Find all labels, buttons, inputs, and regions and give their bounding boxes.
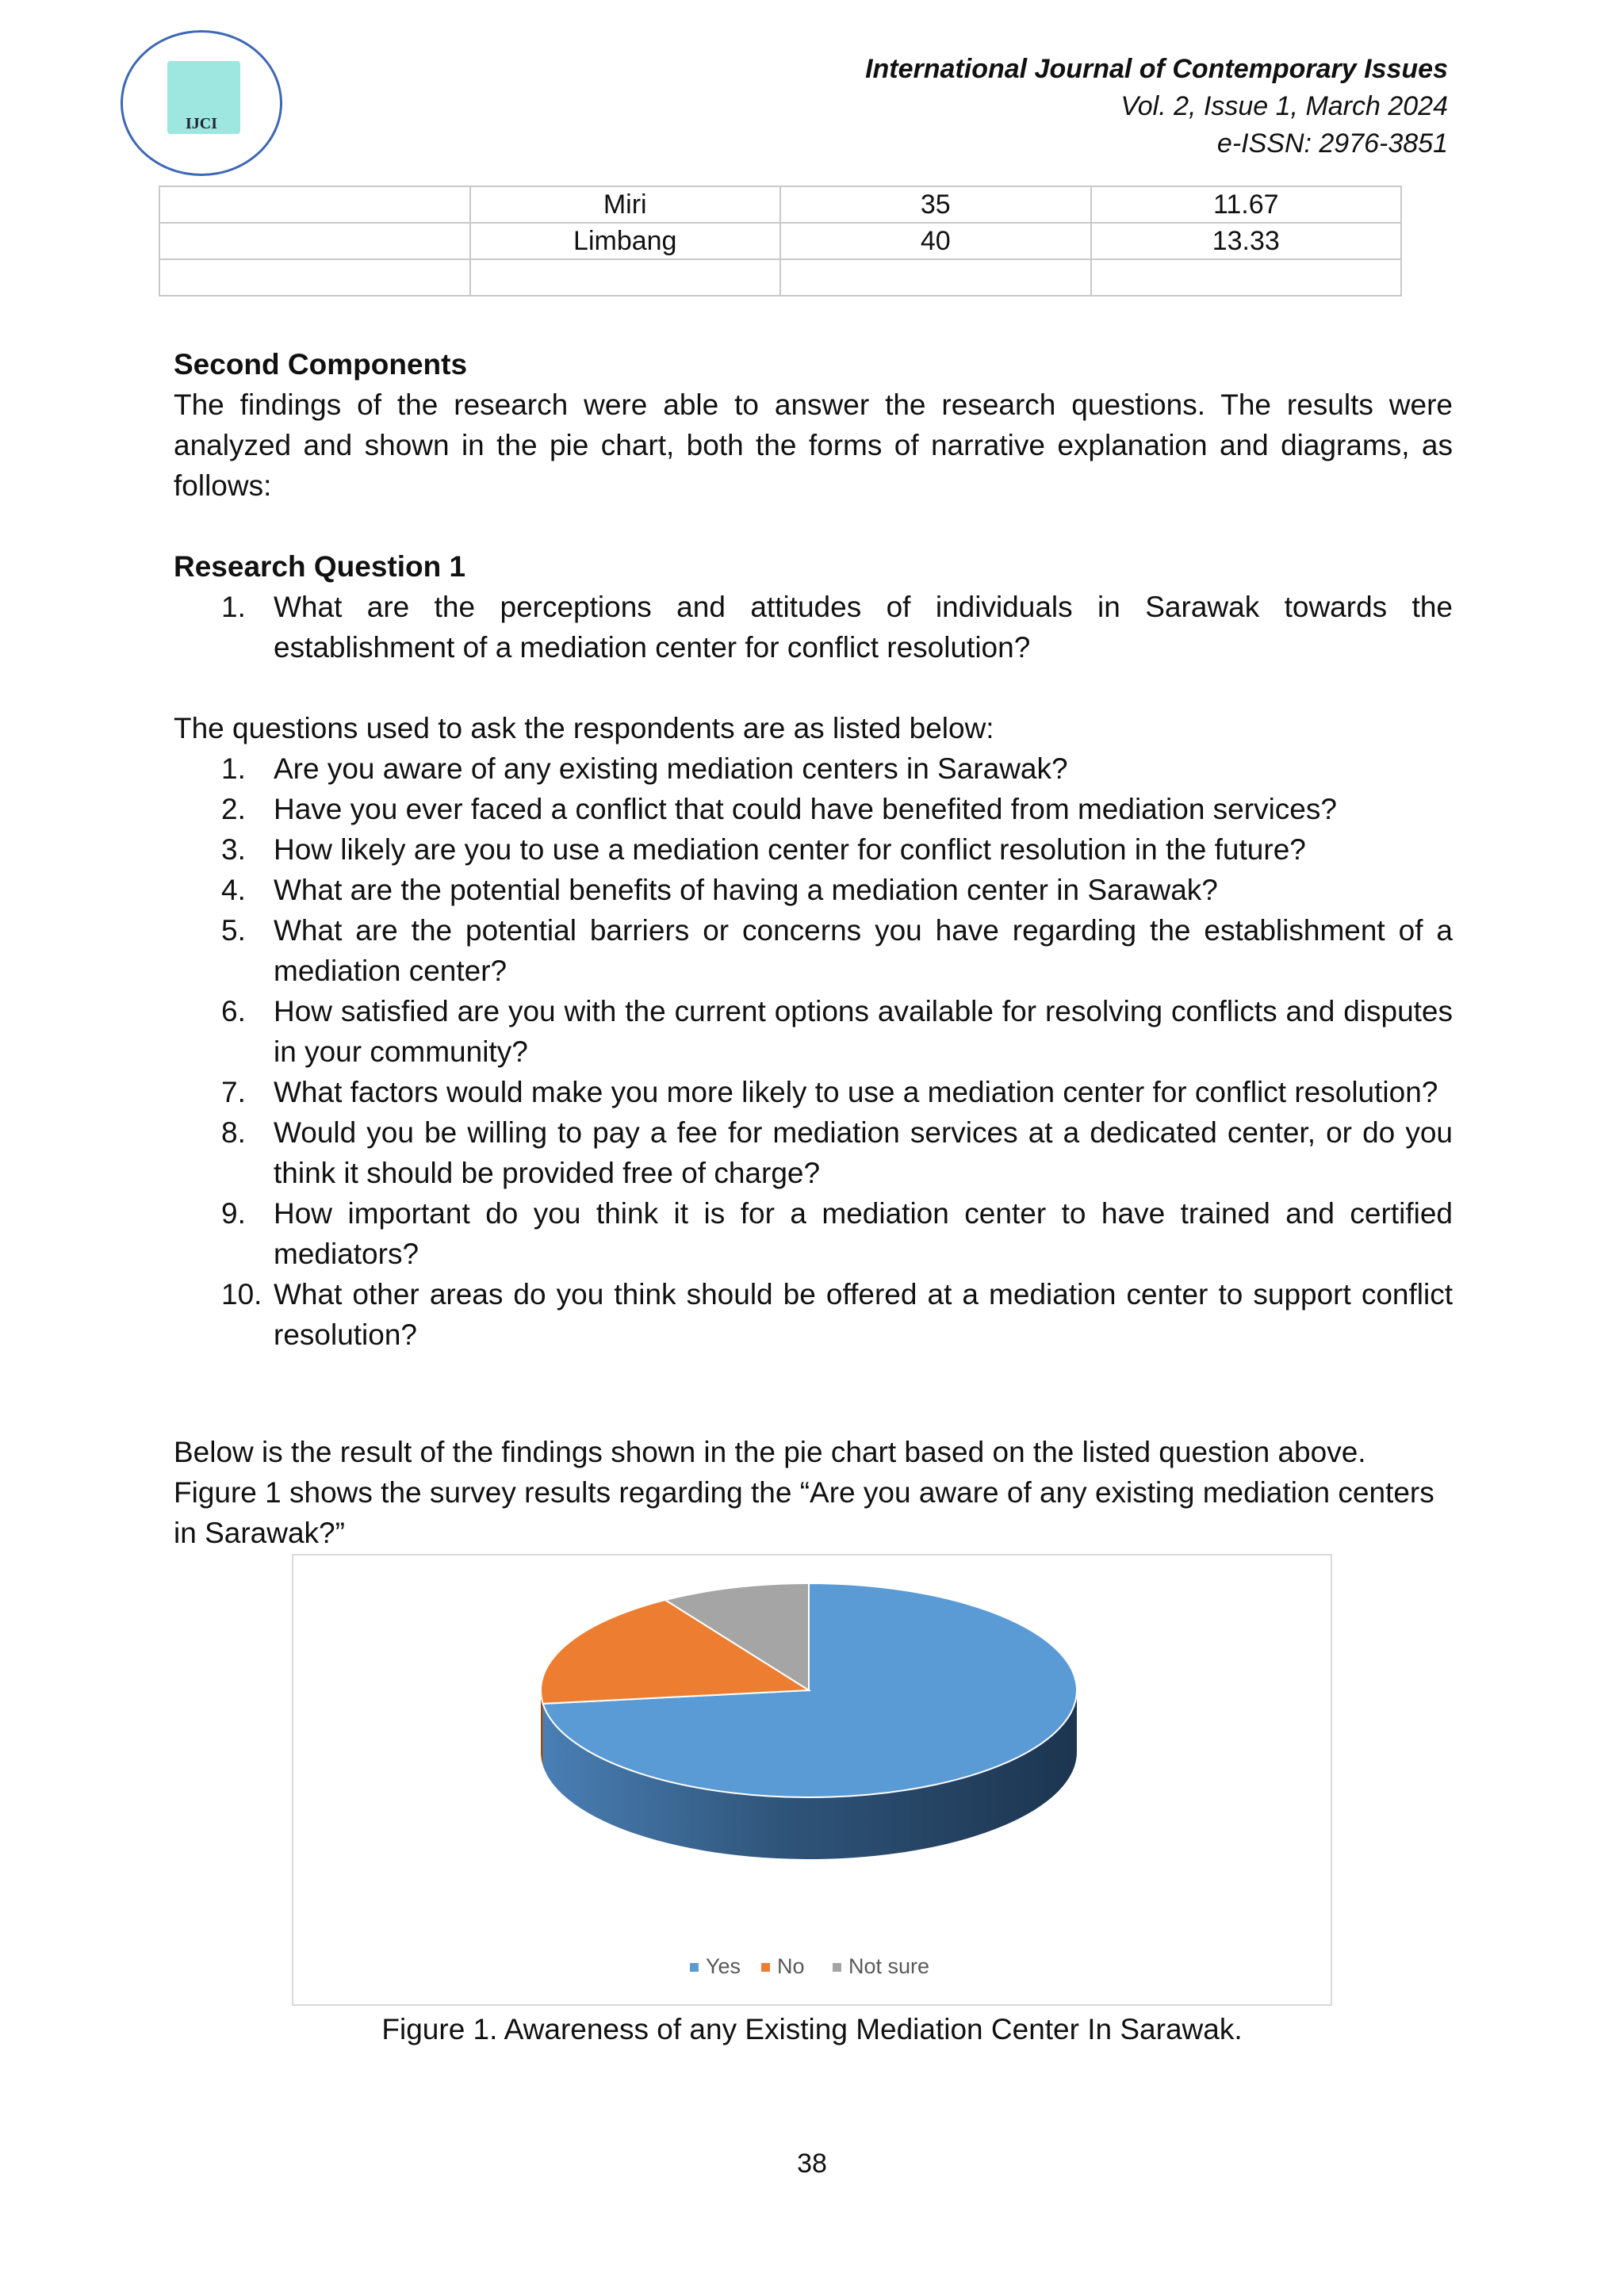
list-text: Have you ever faced a conflict that could have benefited from mediation services? — [274, 793, 1337, 825]
pie-chart — [293, 1556, 1331, 2004]
list-number: 8. — [221, 1116, 246, 1149]
legend-swatch-not-sure — [833, 1963, 841, 1972]
list-text: How satisfied are you with the current options available for resolving conflicts and disputes in your community? — [274, 995, 1453, 1068]
table-cell — [470, 259, 781, 296]
data-table — [159, 186, 1402, 297]
list-number: 5. — [221, 914, 246, 947]
logo-text: IJCI — [185, 115, 217, 132]
list-item — [174, 789, 1453, 829]
section-second-components — [174, 344, 1453, 506]
table-row — [159, 259, 1401, 296]
journal-logo — [121, 30, 282, 176]
list-number: 6. — [221, 995, 246, 1027]
journal-issn: e-ISSN: 2976-3851 — [1216, 128, 1448, 159]
list-number: 7. — [221, 1076, 246, 1108]
list-text: What are the perceptions and attitudes of individuals in Sarawak towards the establishment of a mediation center for conflict resolution? — [274, 591, 1453, 664]
legend-label-not-sure: Not sure — [848, 1954, 930, 1978]
figure-caption: Figure 1. Awareness of any Existing Mediation Center In Sarawak. — [381, 2013, 1243, 2045]
table-cell: 35 — [780, 186, 1091, 223]
list-number: 2. — [221, 793, 246, 825]
table-cell: 40 — [780, 223, 1091, 259]
list-number: 10. — [221, 1278, 262, 1311]
questions-list — [174, 748, 1453, 1355]
table-cell — [1091, 259, 1402, 296]
list-item — [174, 1072, 1453, 1112]
questions-intro: The questions used to ask the respondents are as listed below: — [174, 712, 994, 744]
journal-title: International Journal of Contemporary Issues — [865, 54, 1448, 84]
list-text: What are the potential benefits of having a mediation center in Sarawak? — [274, 874, 1218, 906]
list-item — [174, 587, 1453, 668]
list-text: Would you be willing to pay a fee for mediation services at a dedicated center, or do you think it should be provided free of charge? — [274, 1116, 1453, 1189]
list-item — [174, 1112, 1453, 1193]
page-header — [865, 51, 1448, 163]
table-row — [159, 186, 1401, 223]
list-text: What are the potential barriers or concerns you have regarding the establishment of a mediation center? — [274, 914, 1453, 987]
table-cell — [780, 259, 1091, 296]
list-number: 4. — [221, 874, 246, 906]
list-number: 1. — [221, 752, 246, 785]
table-cell — [159, 223, 470, 259]
list-item — [174, 910, 1453, 991]
list-text: How important do you think it is for a mediation center to have trained and certified mediators? — [274, 1197, 1453, 1270]
table-cell — [159, 259, 470, 296]
legend-label-no: No — [777, 1954, 805, 1978]
list-text: What other areas do you think should be offered at a mediation center to support conflict resolution? — [274, 1278, 1453, 1351]
list-item — [174, 1193, 1453, 1274]
list-item — [174, 1274, 1453, 1355]
legend-swatch-yes — [690, 1963, 699, 1972]
list-text: Are you aware of any existing mediation centers in Sarawak? — [274, 752, 1068, 785]
list-number: 3. — [221, 833, 246, 866]
section-heading: Second Components — [174, 348, 468, 381]
rq-heading: Research Question 1 — [174, 550, 466, 583]
rq-list — [174, 587, 1453, 668]
legend-swatch-no — [761, 1963, 770, 1972]
table-cell: 13.33 — [1091, 223, 1402, 259]
journal-volume: Vol. 2, Issue 1, March 2024 — [1120, 91, 1448, 121]
table-cell — [159, 186, 470, 223]
results-paragraph: Below is the result of the findings shown in the pie chart based on the listed question above. Figure 1 shows the survey results regarding the “Are you aware of any existing mediation centers in Sarawak?” — [174, 1436, 1434, 1549]
table-cell: Miri — [470, 186, 781, 223]
legend-label-yes: Yes — [706, 1954, 741, 1978]
pie-chart-frame — [292, 1554, 1332, 2006]
table-cell: 11.67 — [1091, 186, 1402, 223]
section-paragraph: The findings of the research were able to answer the research questions. The results were analyzed and shown in the pie chart, both the forms of narrative explanation and diagrams, as follows: — [174, 388, 1453, 502]
list-item — [174, 991, 1453, 1072]
list-number: 1. — [221, 591, 246, 623]
list-item — [174, 870, 1453, 910]
questions-block — [174, 708, 1453, 1355]
table-cell: Limbang — [470, 223, 781, 259]
list-item — [174, 829, 1453, 870]
page-number: 38 — [797, 2149, 827, 2179]
research-question-block — [174, 546, 1453, 668]
list-text: What factors would make you more likely to use a mediation center for conflict resolution? — [274, 1076, 1438, 1108]
list-item — [174, 748, 1453, 789]
list-text: How likely are you to use a mediation center for conflict resolution in the future? — [274, 833, 1306, 866]
table-row — [159, 223, 1401, 259]
list-number: 9. — [221, 1197, 246, 1230]
